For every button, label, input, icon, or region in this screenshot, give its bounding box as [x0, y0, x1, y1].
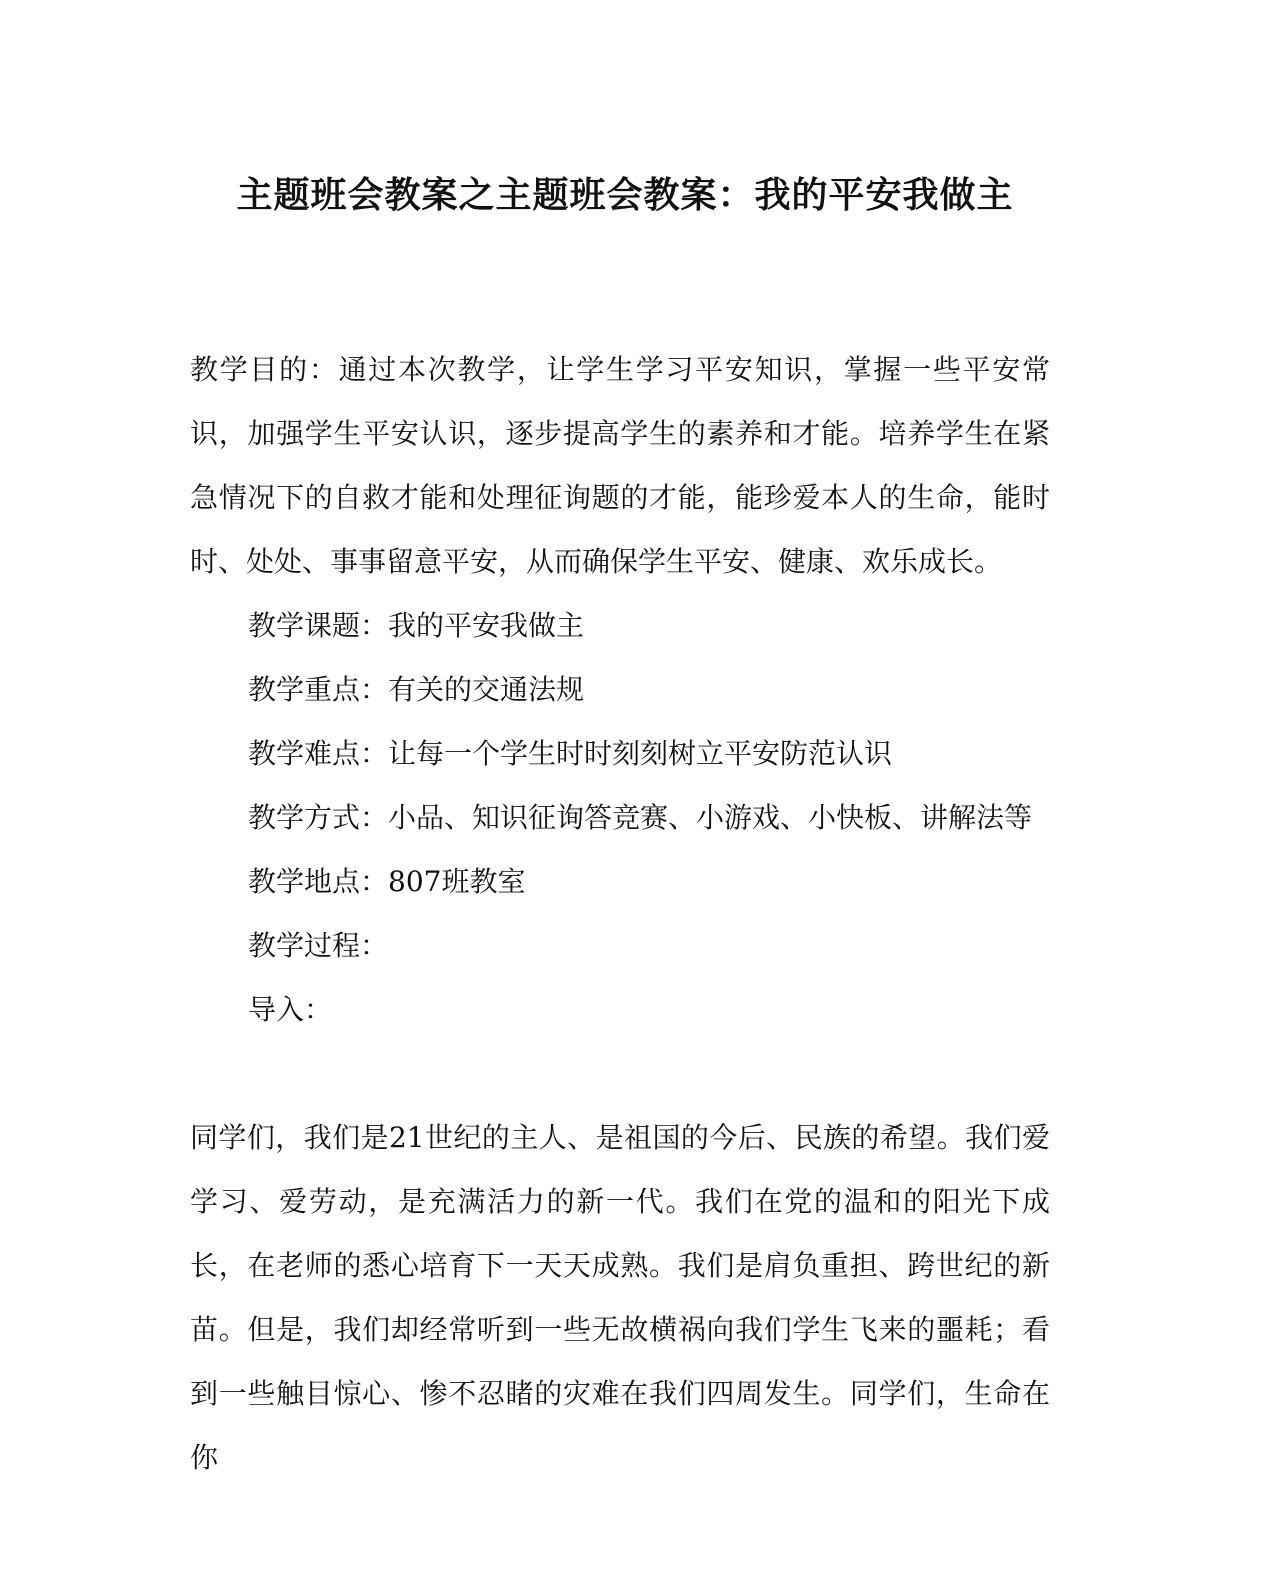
lesson-key-point-line: 教学重点：有关的交通法规 — [248, 673, 585, 706]
lesson-intro-heading: 导入： — [248, 993, 333, 1026]
lesson-topic-line: 教学课题：我的平安我做主 — [248, 609, 585, 642]
lesson-difficulty-line: 教学难点：让每一个学生时时刻刻树立平安防范认识 — [248, 737, 893, 770]
lesson-method-line: 教学方式：小品、知识征询答竞赛、小游戏、小快板、讲解法等 — [248, 801, 1033, 834]
lesson-process-line: 教学过程： — [248, 929, 389, 962]
lesson-location-line: 教学地点：807班教室 — [248, 865, 526, 898]
intro-paragraph: 同学们，我们是21世纪的主人、是祖国的今后、民族的希望。我们爱学习、爱劳动，是充满活力的新一代。我们在党的温和的阳光下成长，在老师的悉心培育下一天天成熟。我们是肩负重担、跨世纪的新苗。但是，我们却经常听到一些无故横祸向我们学生飞来的噩耗；看到一些触目惊心、惨不忍睹的灾难在我们四周发生。同学们，生命在你 — [190, 1121, 1050, 1474]
document-title: 主题班会教案之主题班会教案：我的平安我做主 — [236, 174, 1014, 216]
purpose-paragraph: 教学目的：通过本次教学，让学生学习平安知识，掌握一些平安常识，加强学生平安认识，逐步提高学生的素养和才能。培养学生在紧急情况下的自救才能和处理征询题的才能，能珍爱本人的生命，能时时、处处、事事留意平安，从而确保学生平安、健康、欢乐成长。 — [190, 353, 1050, 578]
lesson-meta-list — [248, 594, 1068, 1042]
